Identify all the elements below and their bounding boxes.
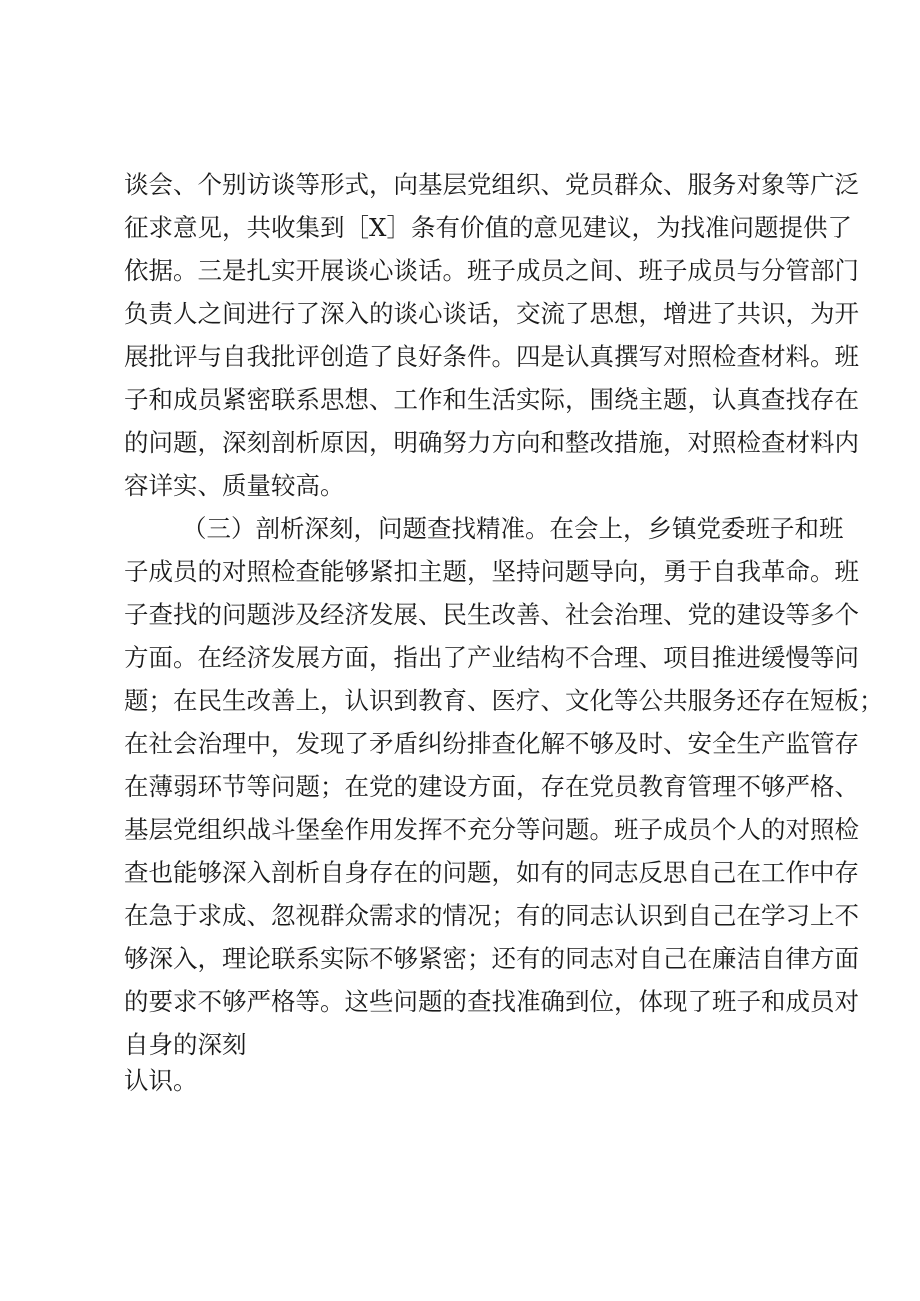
text-line: 方面。在经济发展方面，指出了产业结构不合理、项目推进缓慢等问 <box>124 643 859 672</box>
text-line: 负责人之间进行了深入的谈心谈话，交流了思想，增进了共识，为开 <box>124 299 859 328</box>
text-line: 子和成员紧密联系思想、工作和生活实际，围绕主题，认真查找存在 <box>124 385 859 414</box>
text-line: 展批评与自我批评创造了良好条件。四是认真撰写对照检查材料。班 <box>124 342 859 371</box>
text-line: 在社会治理中，发现了矛盾纠纷排查化解不够及时、安全生产监管存 <box>124 729 859 758</box>
text-line: 认识。 <box>124 1066 198 1095</box>
text-line: 的要求不够严格等。这些问题的查找准确到位，体现了班子和成员对 <box>124 987 859 1016</box>
text-line: 谈会、个别访谈等形式，向基层党组织、党员群众、服务对象等广泛 <box>124 170 859 199</box>
text-line: 在薄弱环节等问题；在党的建设方面，存在党员教育管理不够严格、 <box>124 772 859 801</box>
text-line: 容详实、质量较高。 <box>124 471 345 500</box>
text-line: 查也能够深入剖析自身存在的问题，如有的同志反思自己在工作中存 <box>124 858 859 887</box>
paragraph-heading-line: （三）剖析深刻，问题查找精准。在会上，乡镇党委班子和班 <box>182 514 844 543</box>
text-line: 子查找的问题涉及经济发展、民生改善、社会治理、党的建设等多个 <box>124 600 859 629</box>
text-line: 依据。三是扎实开展谈心谈话。班子成员之间、班子成员与分管部门 <box>124 256 859 285</box>
text-line: 的问题，深刻剖析原因，明确努力方向和整改措施，对照检查材料内 <box>124 428 859 457</box>
text-line: 征求意见，共收集到［X］条有价值的意见建议，为找准问题提供了 <box>124 213 852 242</box>
text-line: 基层党组织战斗堡垒作用发挥不充分等问题。班子成员个人的对照检 <box>124 815 859 844</box>
text-line: 自身的深刻 <box>124 1030 247 1059</box>
text-line: 题；在民生改善上，认识到教育、医疗、文化等公共服务还存在短板； <box>124 686 884 715</box>
text-line: 子成员的对照检查能够紧扣主题，坚持问题导向，勇于自我革命。班 <box>124 557 859 586</box>
text-line: 在急于求成、忽视群众需求的情况；有的同志认识到自己在学习上不 <box>124 901 859 930</box>
text-line: 够深入，理论联系实际不够紧密；还有的同志对自己在廉洁自律方面 <box>124 944 859 973</box>
